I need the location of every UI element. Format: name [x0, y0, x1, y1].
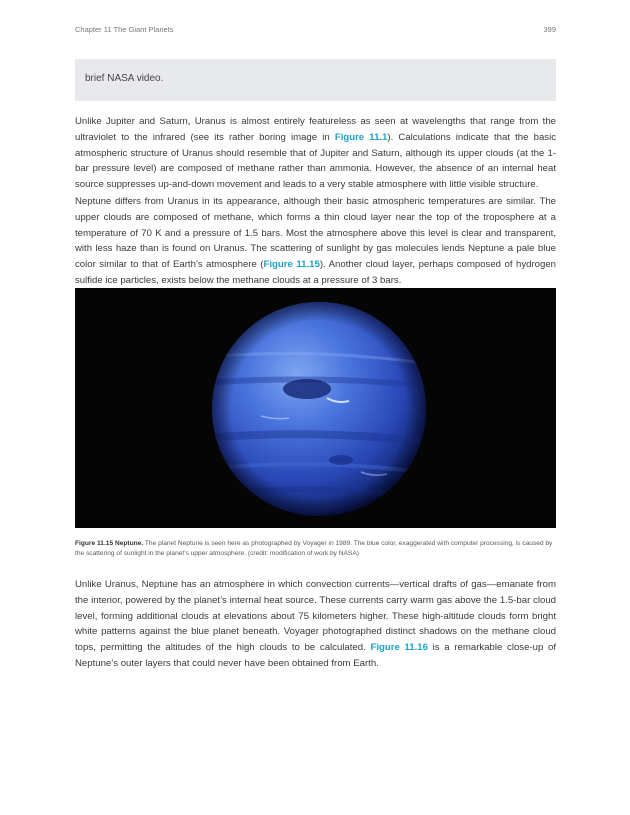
paragraph-text: Unlike Jupiter and Saturn, Uranus is almost entirely featureless as seen at wavelengths that range from the ultraviolet to the infrared (see its rather boring image in — [75, 116, 556, 143]
neptune-figure — [75, 288, 556, 528]
paragraph-text: Neptune differs from Uranus in its appearance, although their basic atmospheric temperatures are similar. The upper clouds are composed of methane, which forms a thin cloud layer near the top of the troposphere at a temperature of 70 K and a pressure of 1.5 bars. Most the atmosphere above this level is clear and transparent, with less haze than is found on Uranus. The scattering of sunlight by gas molecules lends Neptune a pale blue color similar to that of Earth’s atmosphere ( — [75, 196, 556, 271]
paragraph-neptune-atmosphere — [75, 194, 556, 289]
figure-link-11-16[interactable]: Figure 11.16 — [370, 642, 428, 654]
figure-link-11-1[interactable]: Figure 11.1 — [334, 131, 388, 143]
paragraph-text: is a remarkable close-up of Neptune’s outer layers that could never have been obtained from Earth. — [75, 642, 556, 669]
page-number: 399 — [543, 25, 556, 34]
page-header — [75, 25, 556, 37]
paragraph-text: Unlike Uranus, Neptune has an atmosphere in which convection currents—vertical drafts of gas—emanate from the interior, powered by the planet’s internal heat source. These currents carry warm gas above the 1.5-bar cloud level, forming additional clouds at elevations about 75 kilometers higher. These high-altitude clouds form bright white patterns against the blue planet beneath. Voyager photographed distinct shadows on the methane cloud tops, permitting the altitudes of the high clouds to be calculated. — [75, 579, 556, 654]
paragraph-uranus — [75, 114, 556, 193]
paragraph-text: ). Calculations indicate that the basic atmospheric structure of Uranus should resemble that of Jupiter and Saturn, although its upper clouds (at the 1-bar pressure level) are composed of methane rather than ammonia. However, the absence of an internal heat source suppresses up-and-down movement and leads to a very stable atmosphere with little visible structure. — [75, 131, 557, 191]
chapter-title: Chapter 11 The Giant Planets — [75, 25, 174, 34]
paragraph-neptune-convection — [75, 577, 556, 672]
figure-caption — [75, 539, 556, 558]
paragraph-text: ). Another cloud layer, perhaps composed of hydrogen sulfide ice particles, exists below the methane clouds at a pressure of 3 bars. — [75, 259, 556, 286]
note-box — [75, 59, 556, 101]
caption-label: Figure 11.15 Neptune. — [75, 540, 144, 547]
neptune-image — [75, 288, 556, 528]
figure-link-11-15[interactable]: Figure 11.15 — [263, 259, 320, 271]
caption-text: The planet Neptune is seen here as photographed by Voyager in 1989. The blue color, exaggerated with computer processing, is caused by the scattering of sunlight in the planet’s upper atmosphere. (credit: modification of work by NASA) — [75, 540, 553, 557]
planet-limb — [212, 302, 426, 516]
note-text: brief NASA video. — [85, 73, 164, 84]
